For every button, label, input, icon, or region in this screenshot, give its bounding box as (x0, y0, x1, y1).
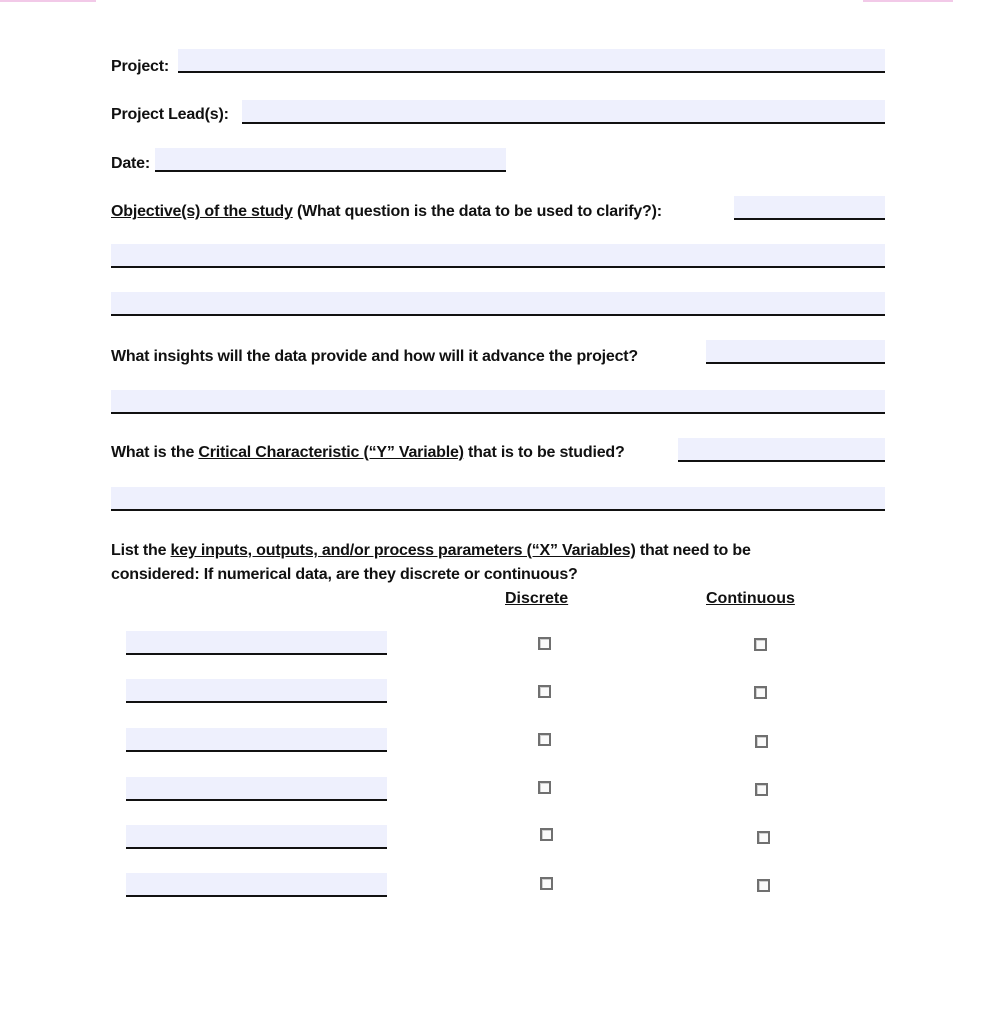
continuous-checkbox-2[interactable] (754, 686, 767, 699)
critical-suffix: that is to be studied? (463, 444, 625, 461)
critical-underlined: Critical Characteristic (“Y” Variable) (198, 444, 464, 461)
continuous-checkbox-3[interactable] (755, 735, 768, 748)
objective-field-line-2[interactable] (111, 244, 885, 268)
discrete-checkbox-2[interactable] (538, 685, 551, 698)
critical-characteristic-label (111, 443, 625, 463)
key-inputs-label-line-2: considered: If numerical data, are they discrete or continuous? (111, 566, 578, 583)
discrete-checkbox-1[interactable] (538, 637, 551, 650)
objective-field-line-3[interactable] (111, 292, 885, 316)
critical-field-line-1[interactable] (678, 438, 885, 462)
discrete-checkbox-6[interactable] (540, 877, 553, 890)
variable-field-3[interactable] (126, 728, 387, 752)
discrete-checkbox-4[interactable] (538, 781, 551, 794)
page-corner-decoration-left (0, 0, 96, 2)
critical-field-line-2[interactable] (111, 487, 885, 511)
continuous-checkbox-1[interactable] (754, 638, 767, 651)
variable-field-5[interactable] (126, 825, 387, 849)
project-label: Project: (111, 58, 169, 75)
discrete-checkbox-5[interactable] (540, 828, 553, 841)
insights-label: What insights will the data provide and how will it advance the project? (111, 348, 638, 365)
page-corner-decoration-right (863, 0, 953, 2)
variable-field-6[interactable] (126, 873, 387, 897)
objective-underlined: Objective(s) of the study (111, 203, 293, 220)
date-label: Date: (111, 155, 151, 172)
key-inputs-suffix: that need to be (635, 542, 751, 559)
insights-field-line-1[interactable] (706, 340, 885, 364)
project-field[interactable] (178, 49, 885, 73)
variable-field-1[interactable] (126, 631, 387, 655)
objective-label (111, 202, 662, 222)
key-inputs-label (111, 541, 751, 561)
discrete-checkbox-3[interactable] (538, 733, 551, 746)
variable-field-2[interactable] (126, 679, 387, 703)
continuous-checkbox-5[interactable] (757, 831, 770, 844)
objective-question: (What question is the data to be used to clarify?): (292, 203, 662, 220)
critical-prefix: What is the (111, 444, 199, 461)
continuous-column-header: Continuous (706, 590, 795, 607)
objective-field-line-1[interactable] (734, 196, 885, 220)
continuous-checkbox-6[interactable] (757, 879, 770, 892)
continuous-checkbox-4[interactable] (755, 783, 768, 796)
date-field[interactable] (155, 148, 506, 172)
project-lead-field[interactable] (242, 100, 885, 124)
key-inputs-prefix: List the (111, 542, 171, 559)
project-lead-label: Project Lead(s): (111, 106, 229, 123)
key-inputs-underlined: key inputs, outputs, and/or process parameters (“X” Variables) (170, 542, 636, 559)
variable-field-4[interactable] (126, 777, 387, 801)
insights-field-line-2[interactable] (111, 390, 885, 414)
discrete-column-header: Discrete (505, 590, 569, 607)
